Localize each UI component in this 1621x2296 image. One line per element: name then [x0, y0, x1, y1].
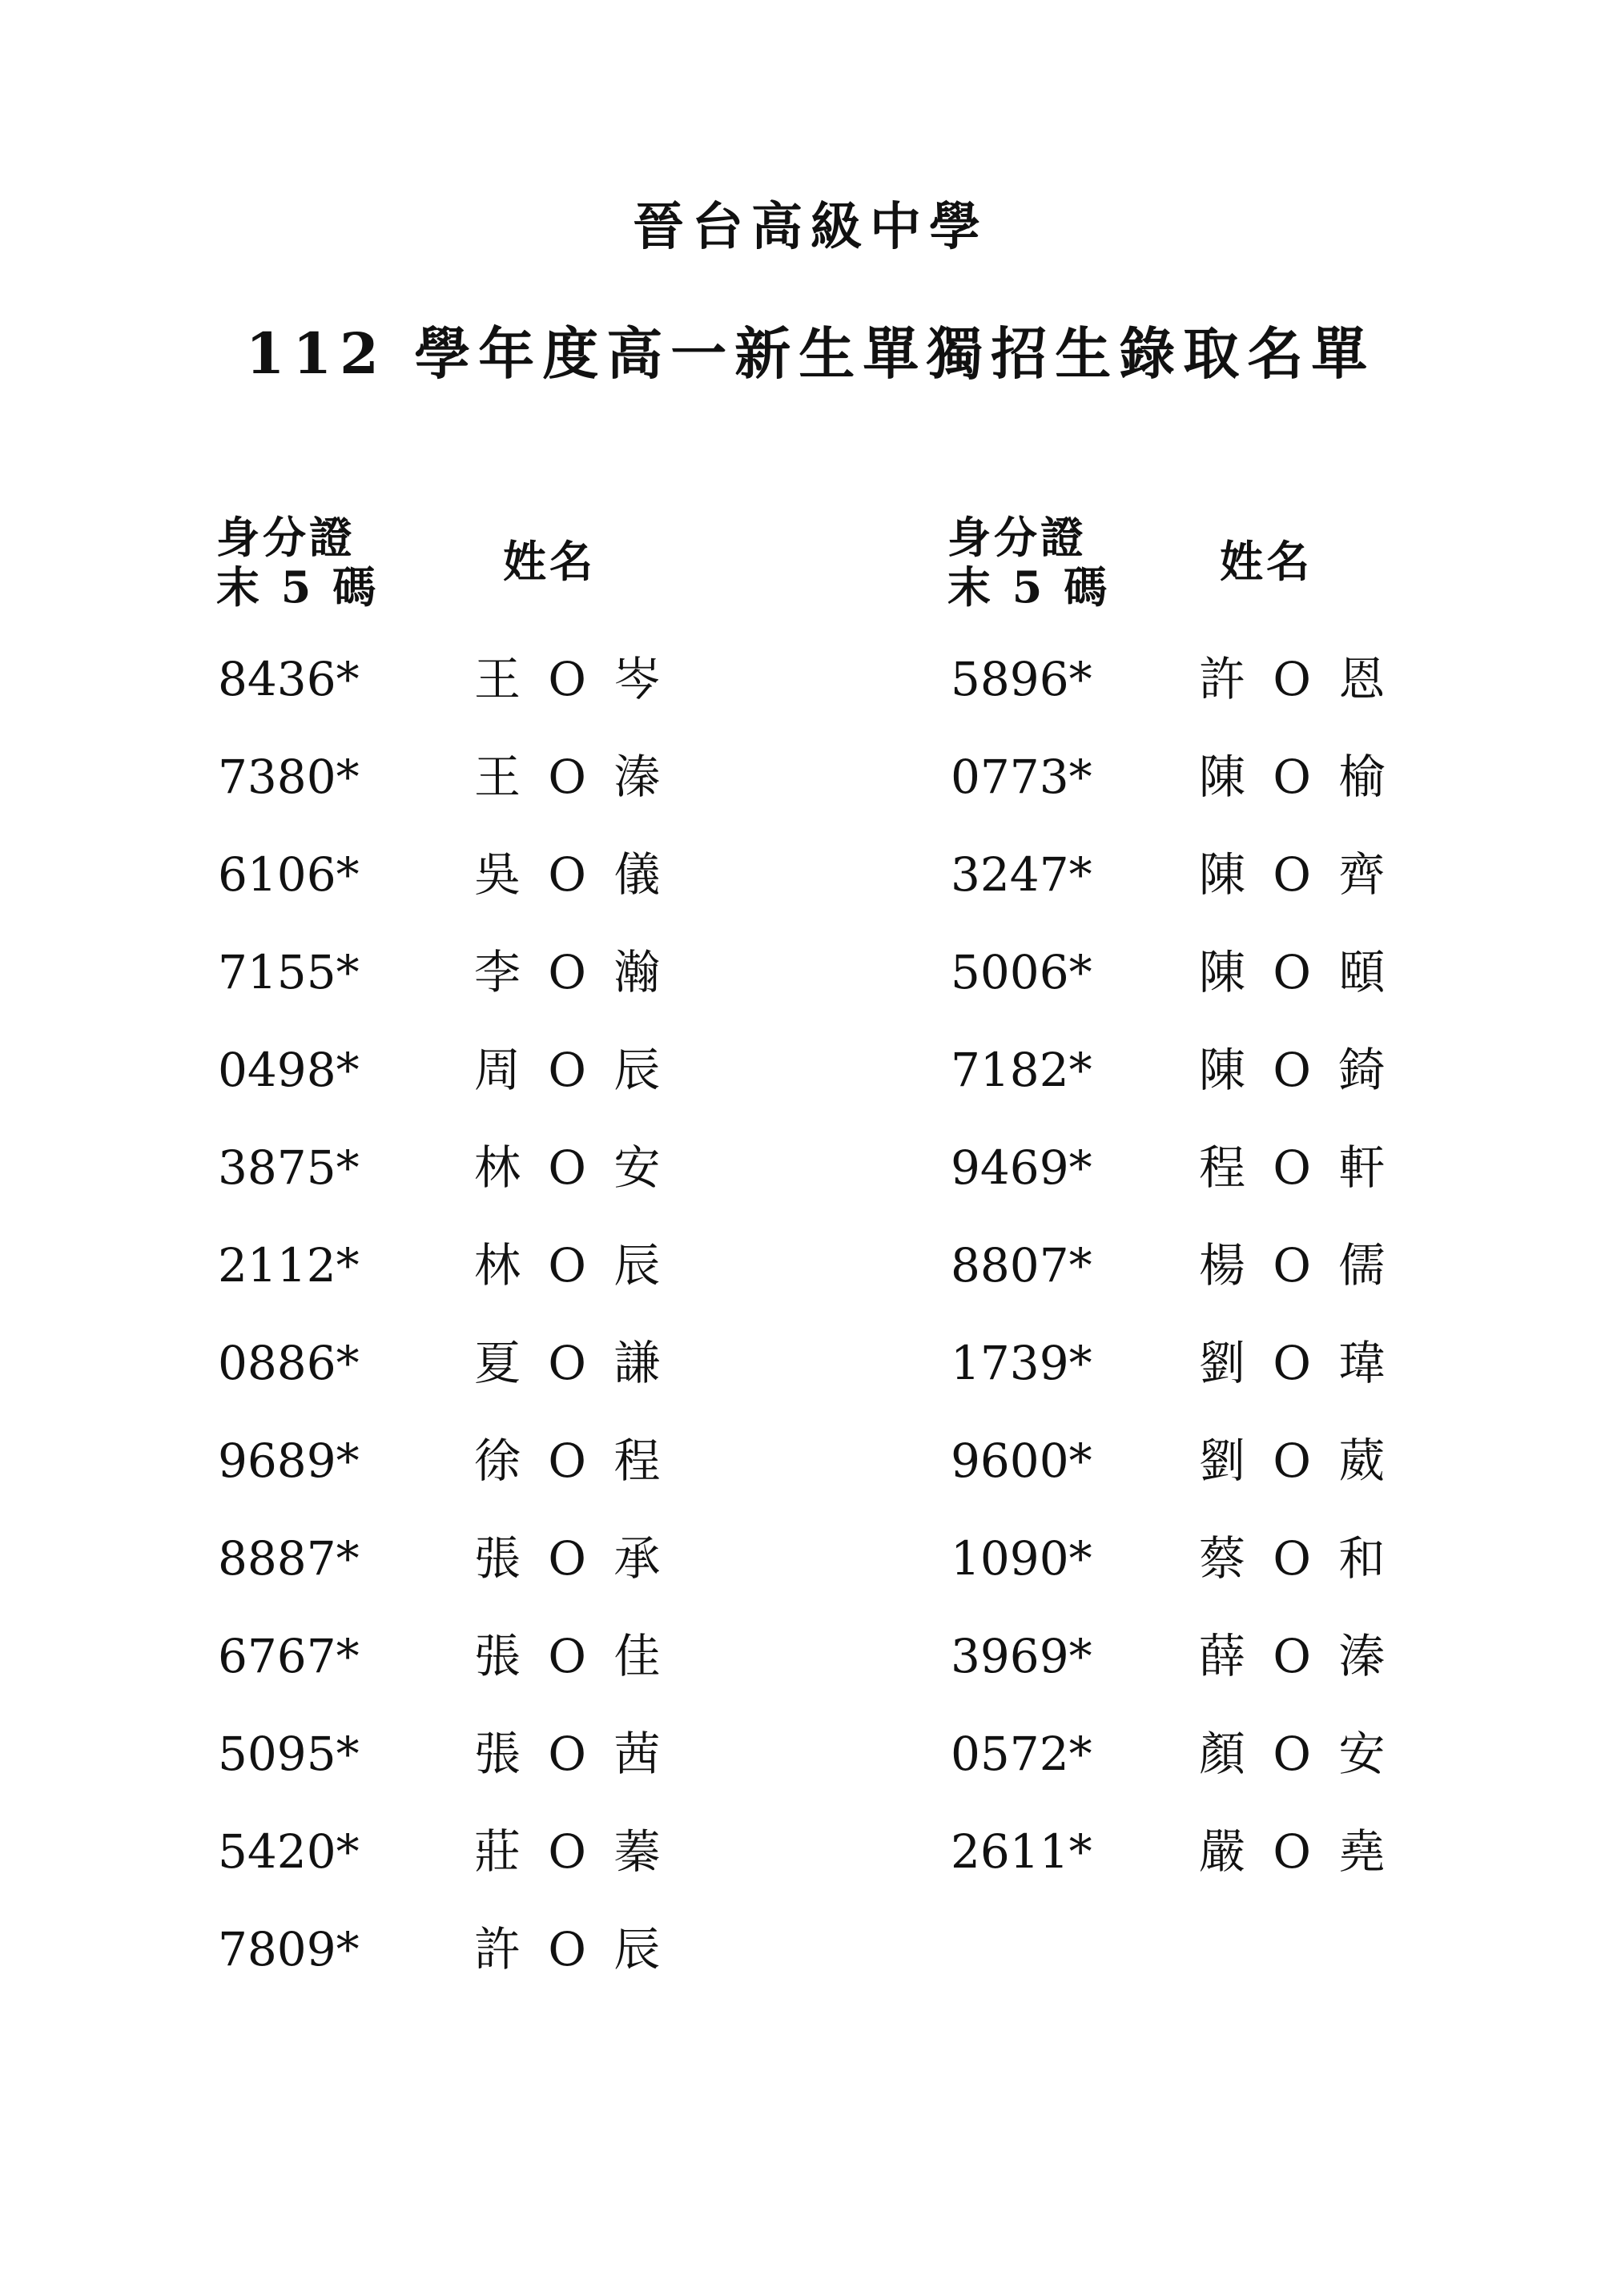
- id-cell: 8807*: [951, 1238, 1092, 1293]
- id-cell: 7182*: [951, 1043, 1092, 1097]
- right-name-header: 姓名: [1220, 536, 1313, 587]
- id-cell: 5896*: [951, 652, 1092, 706]
- id-cell: 9689*: [218, 1433, 360, 1488]
- name-cell: 夏 O 謙: [474, 1336, 667, 1390]
- id-header-line2: 末 5 碼: [947, 561, 1111, 613]
- name-cell: 周 O 辰: [474, 1043, 667, 1097]
- id-cell: 2112*: [218, 1238, 360, 1293]
- name-cell: 許 O 恩: [1199, 652, 1392, 706]
- right-name-column: [1199, 652, 1392, 1925]
- name-cell: 林 O 辰: [474, 1238, 667, 1293]
- name-cell: 陳 O 齊: [1199, 847, 1392, 902]
- id-cell: 6767*: [218, 1629, 360, 1683]
- id-cell: 1739*: [951, 1336, 1092, 1390]
- id-cell: 8436*: [218, 652, 360, 706]
- left-name-header: 姓名: [503, 536, 596, 587]
- id-cell: 7155*: [218, 945, 360, 999]
- name-cell: 薛 O 溱: [1199, 1629, 1392, 1683]
- id-cell: 3247*: [951, 847, 1092, 902]
- name-cell: 劉 O 瑋: [1199, 1336, 1392, 1390]
- list-title: 112 學年度高一新生單獨招生錄取名單: [245, 320, 1376, 387]
- id-header-line1: 身分證: [216, 512, 356, 563]
- name-cell: 蔡 O 和: [1199, 1531, 1392, 1586]
- id-cell: 5006*: [951, 945, 1092, 999]
- id-cell: 6106*: [218, 847, 360, 902]
- name-cell: 王 O 溱: [474, 750, 667, 804]
- name-cell: 顏 O 安: [1199, 1727, 1392, 1781]
- name-cell: 林 O 安: [474, 1140, 667, 1195]
- id-cell: 5095*: [218, 1727, 360, 1781]
- id-cell: 0886*: [218, 1336, 360, 1390]
- id-cell: 3875*: [218, 1140, 360, 1195]
- name-cell: 吳 O 儀: [474, 847, 667, 902]
- name-cell: 張 O 承: [474, 1531, 667, 1586]
- name-cell: 劉 O 葳: [1199, 1433, 1392, 1488]
- name-cell: 陳 O 錡: [1199, 1043, 1392, 1097]
- left-id-column: [218, 652, 360, 2023]
- id-cell: 9469*: [951, 1140, 1092, 1195]
- id-cell: 9600*: [951, 1433, 1092, 1488]
- name-cell: 張 O 茜: [474, 1727, 667, 1781]
- name-cell: 程 O 軒: [1199, 1140, 1392, 1195]
- right-id-header: [947, 513, 1110, 612]
- left-id-header: [216, 513, 379, 612]
- id-cell: 0498*: [218, 1043, 360, 1097]
- id-cell: 0773*: [951, 750, 1092, 804]
- id-cell: 2611*: [951, 1824, 1092, 1879]
- left-name-column: [474, 652, 667, 2023]
- name-cell: 陳 O 頤: [1199, 945, 1392, 999]
- id-header-line2: 末 5 碼: [216, 561, 380, 613]
- name-cell: 莊 O 蓁: [474, 1824, 667, 1879]
- name-cell: 嚴 O 堯: [1199, 1824, 1392, 1879]
- id-cell: 8887*: [218, 1531, 360, 1586]
- id-cell: 3969*: [951, 1629, 1092, 1683]
- name-cell: 李 O 瀚: [474, 945, 667, 999]
- id-cell: 5420*: [218, 1824, 360, 1879]
- name-cell: 王 O 岑: [474, 652, 667, 706]
- name-cell: 許 O 辰: [474, 1922, 667, 1976]
- name-cell: 徐 O 程: [474, 1433, 667, 1488]
- id-cell: 7809*: [218, 1922, 360, 1976]
- id-cell: 1090*: [951, 1531, 1092, 1586]
- id-cell: 7380*: [218, 750, 360, 804]
- right-id-column: [951, 652, 1092, 1925]
- school-name: 晉台高級中學: [633, 197, 988, 257]
- name-cell: 陳 O 榆: [1199, 750, 1392, 804]
- id-header-line1: 身分證: [947, 512, 1087, 563]
- name-cell: 楊 O 儒: [1199, 1238, 1392, 1293]
- name-cell: 張 O 佳: [474, 1629, 667, 1683]
- id-cell: 0572*: [951, 1727, 1092, 1781]
